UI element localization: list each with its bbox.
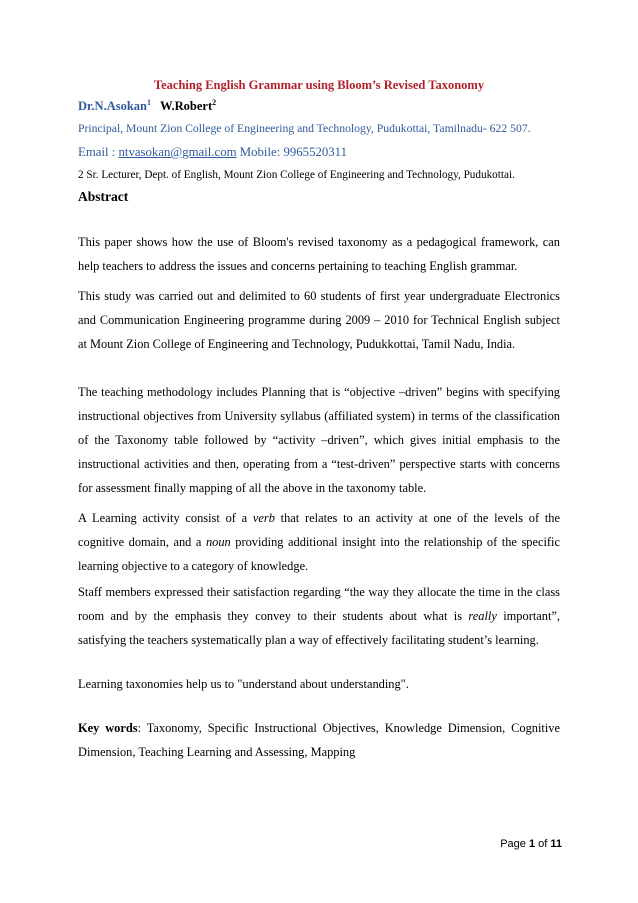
page-number: 1	[528, 838, 536, 850]
author-1-name: Dr.N.Asokan	[78, 99, 148, 114]
abstract-paragraph-6: Learning taxonomies help us to "understand about understanding".	[78, 677, 409, 691]
abstract-paragraph-4	[78, 506, 560, 578]
p5-text-a: Staff members expressed their satisfaction regarding “the way they allocate the time in the class room and by the emphasis they convey to their students about what is	[78, 585, 560, 623]
contact-line	[78, 145, 347, 160]
keywords-text: : Taxonomy, Specific Instructional Objectives, Knowledge Dimension, Cognitive Dimension, Teaching Learning and Assessing, Mapping	[78, 721, 560, 759]
author-line	[78, 98, 216, 114]
author-2-name: W.Robert	[160, 99, 213, 114]
p4-verb-italic: verb	[252, 511, 275, 525]
page-label: Page	[500, 838, 529, 850]
affiliation-2: 2 Sr. Lecturer, Dept. of English, Mount Zion College of Engineering and Technology, Pudukottai.	[78, 169, 515, 181]
paper-title: Teaching English Grammar using Bloom’s Revised Taxonomy	[153, 78, 485, 92]
p4-text-a: A Learning activity consist of a	[78, 511, 253, 525]
p4-text-c: providing additional insight into the relationship of the specific learning objective to a category of knowledge.	[78, 535, 561, 573]
p5-really-italic: really	[468, 609, 497, 623]
keywords-paragraph	[78, 716, 560, 764]
abstract-paragraph-5	[78, 580, 560, 652]
email-label: Email :	[78, 145, 119, 159]
page-total: 11	[550, 838, 562, 850]
abstract-paragraph-3: The teaching methodology includes Planning that is “objective –driven” begins with specifying instructional objectives from University syllabus (affiliated system) in terms of the classification of the Taxonomy table followed by “activity –driven”, which gives initial emphasis to the instructional activities and then, operating from a “test-driven” perspective starts with concerns for assessment finally mapping of all the above in the taxonomy table.	[78, 385, 560, 495]
keywords-label: Key words	[78, 721, 138, 735]
of-label: of	[535, 838, 551, 850]
email-link[interactable]: ntvasokan@gmail.com	[118, 145, 237, 159]
mobile-number: Mobile: 9965520311	[236, 145, 347, 159]
abstract-paragraph-1: This paper shows how the use of Bloom's revised taxonomy as a pedagogical framework, can help teachers to address the issues and concerns pertaining to teaching English grammar.	[78, 235, 560, 273]
p4-noun-italic: noun	[205, 535, 231, 549]
affiliation-1: Principal, Mount Zion College of Engineering and Technology, Pudukottai, Tamilnadu- 622 507.	[78, 122, 531, 135]
author-1-superscript: 1	[147, 98, 152, 107]
abstract-paragraph-2: This study was carried out and delimited to 60 students of first year undergraduate Electronics and Communication Engineering programme during 2009 – 2010 for Technical English subject at Mount Zion College of Engineering and Technology, Pudukkottai, Tamil Nadu, India.	[78, 289, 560, 351]
abstract-heading: Abstract	[78, 189, 129, 204]
p4-text-b: that relates to an activity at one of the levels of the cognitive domain, and a	[78, 511, 560, 549]
p5-text-b: important”, satisfying the teachers systematically plan a way of effectively facilitating student’s learning.	[78, 609, 561, 647]
author-2-superscript: 2	[212, 98, 217, 107]
page-footer	[500, 838, 562, 850]
